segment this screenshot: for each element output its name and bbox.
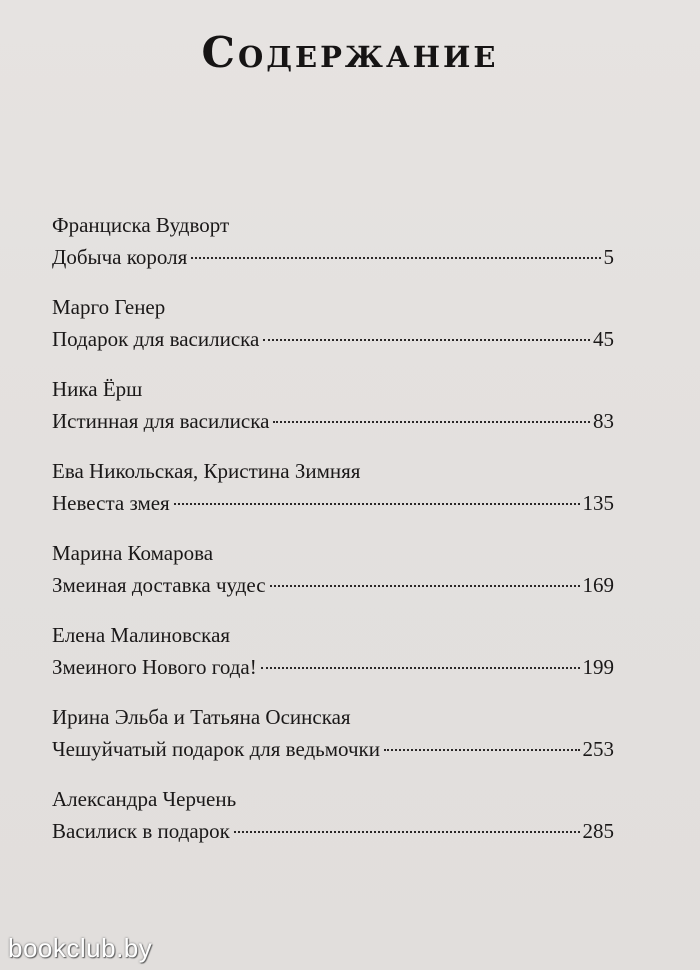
- toc-entry: [52, 782, 614, 864]
- toc-entry: [52, 454, 614, 536]
- dot-leader: [263, 339, 590, 341]
- entry-title: Подарок для василиска: [52, 327, 260, 351]
- dot-leader: [261, 667, 580, 669]
- entry-author: Елена Малиновская: [52, 623, 231, 647]
- entry-author: Ирина Эльба и Татьяна Осинская: [52, 705, 351, 729]
- entry-row: [52, 406, 614, 436]
- entry-author: Александра Черчень: [52, 787, 237, 811]
- entry-row: [52, 734, 614, 764]
- toc-entry: [52, 290, 614, 372]
- entry-author: Ника Ёрш: [52, 377, 143, 401]
- entry-author: Марго Генер: [52, 295, 166, 319]
- entry-row: [52, 242, 614, 272]
- entry-author: Франциска Вудворт: [52, 213, 230, 237]
- entry-author: Ева Никольская, Кристина Зимняя: [52, 459, 361, 483]
- entry-page-number: 45: [593, 327, 614, 351]
- toc-entry: [52, 208, 614, 290]
- entry-page-number: 285: [582, 819, 614, 843]
- entry-title: Истинная для василиска: [52, 409, 270, 433]
- entry-title: Чешуйчатый подарок для ведьмочки: [52, 737, 381, 761]
- entry-page-number: 253: [582, 737, 614, 761]
- entry-page-number: 83: [593, 409, 614, 433]
- dot-leader: [384, 749, 579, 751]
- entry-page-number: 169: [582, 573, 614, 597]
- entry-page-number: 135: [582, 491, 614, 515]
- entry-title: Змеиного Нового года!: [52, 655, 257, 679]
- dot-leader: [270, 585, 580, 587]
- entry-row: [52, 488, 614, 518]
- dot-leader: [191, 257, 600, 259]
- toc-entry: [52, 372, 614, 454]
- entry-page-number: 5: [603, 245, 614, 269]
- dot-leader: [234, 831, 580, 833]
- toc-entry: [52, 618, 614, 700]
- site-watermark: bookclub.by: [8, 933, 153, 963]
- entry-title: Невеста змея: [52, 491, 170, 515]
- entry-title: Василиск в подарок: [52, 819, 230, 843]
- entry-row: [52, 816, 614, 846]
- entry-row: [52, 570, 614, 600]
- entry-author: Марина Комарова: [52, 541, 214, 565]
- entry-title: Добыча короля: [52, 245, 188, 269]
- dot-leader: [174, 503, 580, 505]
- toc-entry: [52, 700, 614, 782]
- entry-page-number: 199: [582, 655, 614, 679]
- entry-row: [52, 652, 614, 682]
- entry-row: [52, 324, 614, 354]
- toc-entry: [52, 536, 614, 618]
- entry-title: Змеиная доставка чудес: [52, 573, 266, 597]
- page-title: Содержание: [201, 28, 499, 77]
- dot-leader: [273, 421, 590, 423]
- table-of-contents: [52, 208, 614, 864]
